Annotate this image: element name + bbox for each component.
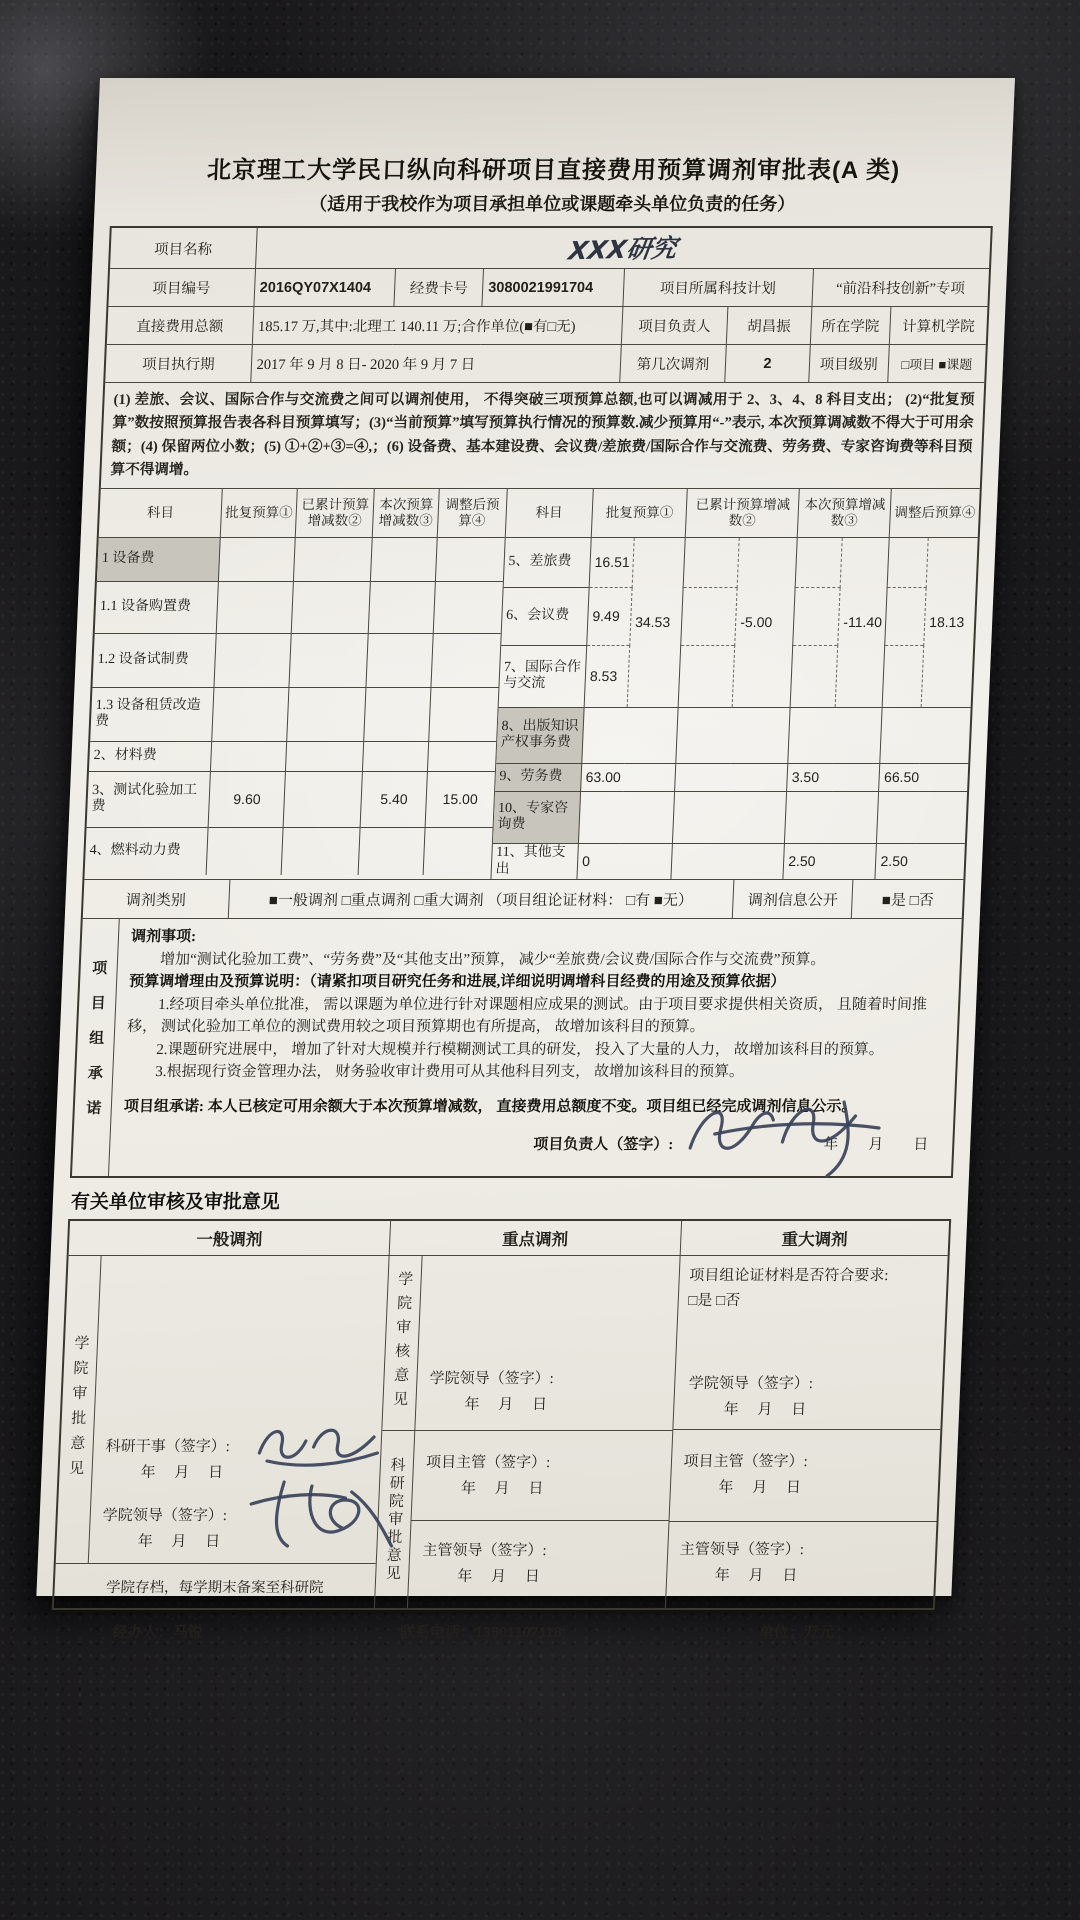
unit-label: 单位： — [758, 1625, 805, 1642]
row-label: 10、专家咨询费 — [493, 791, 581, 843]
project-no-label: 项目编号 — [108, 269, 255, 307]
project-name-label: 项目名称 — [110, 228, 257, 269]
agent-group — [112, 1621, 203, 1642]
key-leader-sign-date: 年 月 日 — [464, 1397, 548, 1414]
col-subject: 科目 — [505, 489, 593, 537]
key-adjust-header: 重点调剂 — [389, 1221, 681, 1255]
archive-note: 学院存档，每学期末备案至科研院 — [54, 1563, 376, 1608]
key-approve-side-label: 科研院审批意见 — [375, 1431, 415, 1608]
key-director-sign-label: 主管领导（签字）: — [422, 1543, 547, 1560]
phone-group — [399, 1621, 562, 1642]
major-pm-sign-label: 项目主管（签字）: — [683, 1454, 808, 1471]
plan-label: 项目所属科技计划 — [623, 269, 814, 307]
travel-group-accumulated: -5.00 — [732, 537, 797, 707]
col-approved: 批复预算① — [591, 489, 687, 537]
col-accumulated: 已累计预算增减数② — [295, 489, 374, 537]
public-label: 调剂信息公开 — [732, 880, 853, 918]
form-subtitle: （适用于我校作为项目承担单位或课题牵头单位负责的任务） — [308, 194, 796, 214]
adjust-type-options: ■一般调剂 □重点调剂 □重大调剂 （项目组论证材料： □有 ■无） — [227, 880, 733, 918]
pi-label: 项目负责人 — [621, 307, 728, 345]
key-pm-sign-block — [412, 1431, 672, 1521]
col-subject: 科目 — [99, 489, 223, 537]
budget-table — [84, 488, 979, 879]
reason-title: 预算调增理由及预算说明：（请紧扣项目研究任务和进展,详细说明调增科目经费的用途及预算依据） — [128, 974, 786, 991]
unit-group — [758, 1621, 834, 1642]
times-label: 第几次调剂 — [619, 345, 726, 383]
key-review-side-label: 学院审核意见 — [382, 1256, 422, 1430]
travel-group-approved: 34.53 — [627, 537, 686, 707]
row-label: 1 设备费 — [97, 537, 221, 581]
matter-text: 增加“测试化验加工费”、“劳务费”及“其他支出”预算， 减少“差旅费/会议费/国际合作与交流费”预算。 — [159, 951, 826, 968]
key-director-sign-block — [408, 1521, 668, 1608]
pi-sign-label: 项目负责人（签字）: — [532, 1137, 674, 1154]
budget-right-half: 科目 批复预算① 已累计预算增减数② 本次预算增减数③ 调整后预算④ 5、差旅费 16.51 34.53 -5.00 -11.40 18.13 6、会议费 9.49 7、国际合作与交流 8.53 8、出版知识产权事务费 9、劳务费 63.00 3.50 66.50 10、专家咨询费 11、其他支出 0 2.50 2.50 — [490, 489, 980, 879]
pi-sign-date: 年 月 日 — [822, 1137, 929, 1154]
row-label: 1.2 设备试制费 — [92, 633, 216, 687]
reason-2: 2.课题研究进展中， 增加了针对大规模并行模糊测试工具的研发， 投入了大量的人力， 故增加该科目的预算。 — [155, 1041, 885, 1058]
general-adjust-header: 一般调剂 — [195, 1230, 263, 1250]
level-label: 项目级别 — [808, 345, 889, 383]
col-adjusted: 调整后预算④ — [437, 489, 506, 537]
period-value: 2017 年 9 月 8 日- 2020 年 9 月 7 日 — [250, 345, 621, 383]
leader-sign-date: 年 月 日 — [137, 1534, 221, 1551]
form-footer — [50, 1610, 934, 1642]
form-paper — [36, 78, 1015, 1642]
col-current: 本次预算增减数③ — [797, 489, 891, 537]
reason-3: 3.根据现行资金管理办法， 财务验收审计费用可从其他科目列支， 故增加该科目的预算。 — [154, 1064, 745, 1081]
row-label: 4、燃料动力费 — [85, 827, 209, 875]
key-leader-sign-label: 学院领导（签字）: — [429, 1371, 555, 1388]
reason-1: 1.经项目牵头单位批准， 需以课题为单位进行针对课题相应成果的测试。由于项目要求提供相关资质， 且随着时间推移， 测试化验加工单位的测试费用较之项目预算期也有所提高， 故增加该科目的预算。 — [126, 996, 928, 1036]
commitment-side-label: 项目组承诺 — [72, 919, 120, 1176]
times-value: 2 — [725, 345, 810, 383]
clerk-sign-label: 科研干事（签字）: — [105, 1439, 231, 1456]
public-value: ■是 □否 — [851, 880, 963, 918]
clerk-sign-block — [104, 1435, 375, 1482]
col-adjusted: 调整后预算④ — [890, 489, 980, 537]
review-section-title: 有关单位审核及审批意见 — [70, 1192, 281, 1214]
commitment-section — [72, 918, 962, 1176]
col-current: 本次预算增减数③ — [373, 489, 440, 537]
col-accumulated: 已累计预算增减数② — [686, 489, 800, 537]
matter-title: 调剂事项: — [130, 929, 197, 946]
material-question: 项目组论证材料是否符合要求: — [688, 1268, 889, 1285]
school-label: 所在学院 — [810, 307, 891, 345]
adjust-type-row — [83, 879, 964, 918]
travel-group-current: -11.40 — [835, 537, 889, 707]
major-director-sign-label: 主管领导（签字）: — [679, 1542, 805, 1559]
budget-left-half: 科目 批复预算① 已累计预算增减数② 本次预算增减数③ 调整后预算④ 1 设备费 1.1 设备购置费 1.2 设备试制费 1.3 设备租赁改造费 2、材料费 3、测试化验加工费 9.60 5.40 15.00 4、燃料动力费 — [84, 489, 506, 879]
major-leader-sign-block — [683, 1372, 934, 1419]
col-approved: 批复预算① — [220, 489, 297, 537]
major-adjust-header: 重大调剂 — [679, 1221, 949, 1255]
major-director-sign-block — [665, 1522, 936, 1608]
total-value: 185.17 万,其中:北理工 140.11 万;合作单位(■有□无) — [252, 307, 623, 345]
project-name-cell — [255, 228, 991, 269]
level-value: □项目 ■课题 — [888, 345, 986, 383]
row-label: 1.3 设备租赁改造费 — [90, 687, 214, 741]
clerk-sign-date: 年 月 日 — [140, 1465, 224, 1482]
major-leader-sign-label: 学院领导（签字）: — [688, 1376, 814, 1393]
pi-value: 胡昌振 — [726, 307, 811, 345]
total-label: 直接费用总额 — [107, 307, 254, 345]
period-label: 项目执行期 — [105, 345, 252, 383]
row-label: 11、其他支出 — [491, 843, 578, 879]
row-label: 7、国际合作与交流 — [498, 645, 586, 707]
row-label: 3、测试化验加工费 — [87, 771, 211, 827]
major-director-sign-date: 年 月 日 — [714, 1568, 798, 1585]
approval-header-row — [69, 1221, 949, 1256]
major-pm-sign-date: 年 月 日 — [718, 1480, 802, 1497]
school-value: 计算机学院 — [889, 307, 987, 345]
agent-label: 经办人： — [112, 1625, 174, 1642]
general-side-label: 学院审批意见 — [56, 1256, 102, 1563]
row-label: 1.1 设备购置费 — [95, 581, 219, 633]
row-label: 5、差旅费 — [503, 537, 591, 587]
major-pm-sign-block — [669, 1430, 940, 1522]
card-no-label: 经费卡号 — [394, 269, 483, 307]
key-pm-sign-label: 项目主管（签字）: — [425, 1455, 551, 1472]
row-label: 8、出版知识产权事务费 — [496, 707, 584, 763]
form-title: 北京理工大学民口纵向科研项目直接费用预算调剂审批表(A 类) — [206, 157, 901, 184]
key-adjust-column — [375, 1256, 680, 1608]
row-label: 9、劳务费 — [495, 763, 582, 791]
project-info-table — [105, 228, 990, 382]
phone-number: 13501107118 — [474, 1625, 563, 1642]
fill-instructions: (1) 差旅、会议、国际合作与交流费之间可以调剂使用， 不得突破三项预算总额,也可以调减用于 2、3、4、8 科目支出； (2)“批复预算”数按照预算报告表各科目预算填写；(3)“当前预算”填写预算执行情况的预算数.减少预算用“-”表示, 本次预算调减数不得大于可用余额；(4) 保留两位小数；(5) ①+②+③=④,；(6) 设备费、基本建设费、会议费/差旅费/国际合作与交流费、劳务费、专家咨询费等科目预算不得调增。 — [101, 382, 984, 488]
approval-table — [52, 1219, 951, 1610]
card-no-value: 3080021991704 — [482, 269, 624, 307]
key-pm-sign-date: 年 月 日 — [460, 1481, 544, 1498]
material-options: □是 □否 — [687, 1293, 741, 1310]
major-leader-sign-date: 年 月 日 — [723, 1402, 807, 1419]
adjust-type-label: 调剂类别 — [125, 892, 187, 909]
major-adjust-column — [665, 1256, 947, 1608]
form-main-box — [70, 226, 993, 1178]
pi-sign-row — [121, 1118, 943, 1172]
promise-text: 项目组承诺: 本人已核定可用余额大于本次预算增减数， 直接费用总额度不变。项目组已经完成调剂信息公示。 — [123, 1098, 857, 1115]
phone-label: 联系电话： — [399, 1625, 476, 1642]
plan-value: “前沿科技创新”专项 — [812, 269, 989, 307]
leader-sign-block — [101, 1504, 372, 1551]
key-director-sign-date: 年 月 日 — [456, 1569, 541, 1586]
row-label: 2、材料费 — [89, 741, 212, 771]
leader-sign-label: 学院领导（签字）: — [102, 1508, 228, 1525]
row-label: 6、会议费 — [501, 587, 589, 645]
project-no-value: 2016QY07X1404 — [253, 269, 395, 307]
unit-value: 万元 — [803, 1625, 835, 1642]
project-name-handwritten: XXX研究 — [566, 233, 679, 266]
approval-body — [54, 1256, 948, 1608]
agent-name: 马锐 — [172, 1625, 204, 1642]
general-adjust-column — [54, 1256, 390, 1608]
travel-group-adjusted: 18.13 — [921, 537, 978, 707]
